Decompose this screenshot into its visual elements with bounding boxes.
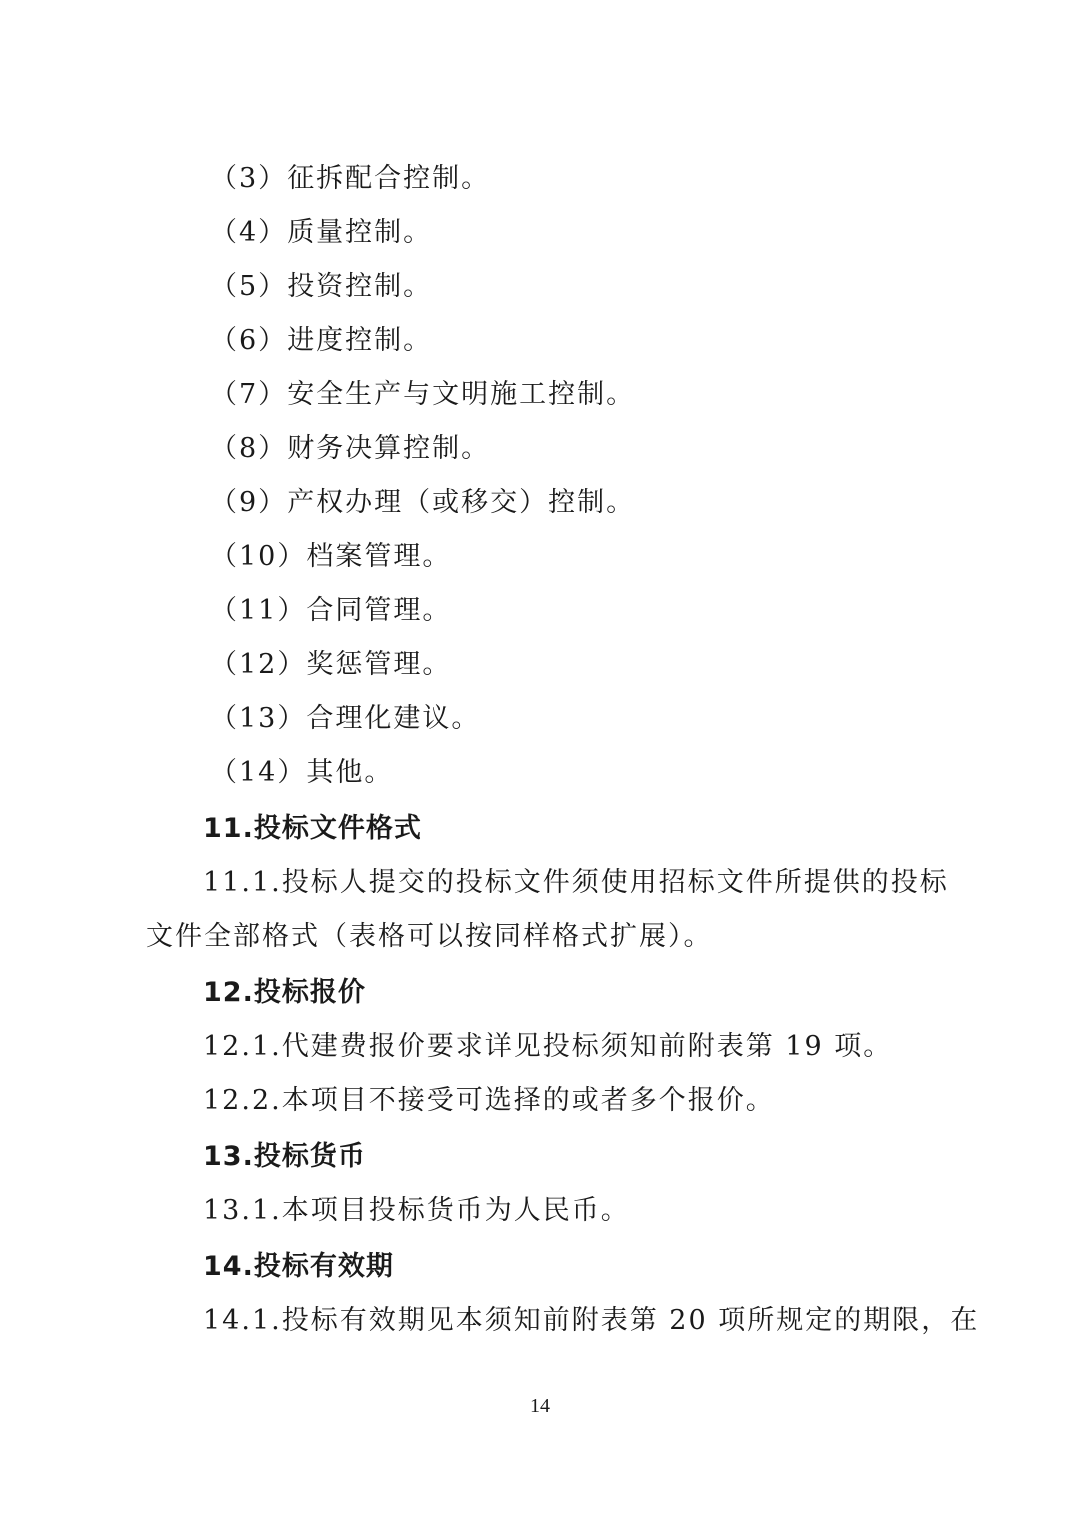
list-item-text: 档案管理。 xyxy=(306,541,452,572)
list-item-number: （8） xyxy=(210,433,288,464)
list-item-text: 产权办理（或移交）控制。 xyxy=(287,487,636,518)
list-item-text: 奖惩管理。 xyxy=(306,649,452,680)
list-item-number: （3） xyxy=(210,163,288,194)
list-item xyxy=(210,378,635,412)
paragraph-line: 12.1.代建费报价要求详见投标须知前附表第 19 项。 xyxy=(203,1031,893,1062)
paragraph-line: 13.1.本项目投标货币为人民币。 xyxy=(203,1195,630,1226)
list-item-text: 其他。 xyxy=(306,757,394,788)
list-item xyxy=(210,756,393,790)
list-item xyxy=(210,702,480,736)
section-heading: 12.投标报价 xyxy=(203,977,366,1008)
list-item-number: （7） xyxy=(210,379,288,410)
list-item-number: （14） xyxy=(210,757,307,788)
list-item-text: 投资控制。 xyxy=(287,271,433,302)
list-item-text: 安全生产与文明施工控制。 xyxy=(287,379,636,410)
list-item xyxy=(210,486,635,520)
paragraph-line: 14.1.投标有效期见本须知前附表第 20 项所规定的期限，在 xyxy=(203,1305,980,1336)
list-item-text: 进度控制。 xyxy=(287,325,433,356)
paragraph-line: 文件全部格式（表格可以按同样格式扩展）。 xyxy=(146,921,713,952)
section-heading: 13.投标货币 xyxy=(203,1141,366,1172)
page-number: 14 xyxy=(530,1395,550,1417)
list-item xyxy=(210,594,451,628)
list-item-number: （13） xyxy=(210,703,307,734)
paragraph-line: 12.2.本项目不接受可选择的或者多个报价。 xyxy=(203,1085,775,1116)
list-item-text: 征拆配合控制。 xyxy=(287,163,491,194)
list-item xyxy=(210,324,432,358)
list-item-text: 合同管理。 xyxy=(306,595,452,626)
paragraph-line: 11.1.投标人提交的投标文件须使用招标文件所提供的投标 xyxy=(203,867,949,898)
list-item xyxy=(210,216,432,250)
list-item-number: （12） xyxy=(210,649,307,680)
list-item-number: （5） xyxy=(210,271,288,302)
list-item xyxy=(210,648,451,682)
list-item-text: 合理化建议。 xyxy=(306,703,481,734)
list-item xyxy=(210,432,490,466)
list-item xyxy=(210,270,432,304)
section-heading: 14.投标有效期 xyxy=(203,1251,394,1282)
list-item-number: （9） xyxy=(210,487,288,518)
list-item xyxy=(210,162,490,196)
section-heading: 11.投标文件格式 xyxy=(203,813,422,844)
list-item xyxy=(210,540,451,574)
list-item-text: 质量控制。 xyxy=(287,217,433,248)
list-item-number: （4） xyxy=(210,217,288,248)
list-item-number: （6） xyxy=(210,325,288,356)
list-item-text: 财务决算控制。 xyxy=(287,433,491,464)
list-item-number: （11） xyxy=(210,595,307,626)
list-item-number: （10） xyxy=(210,541,307,572)
